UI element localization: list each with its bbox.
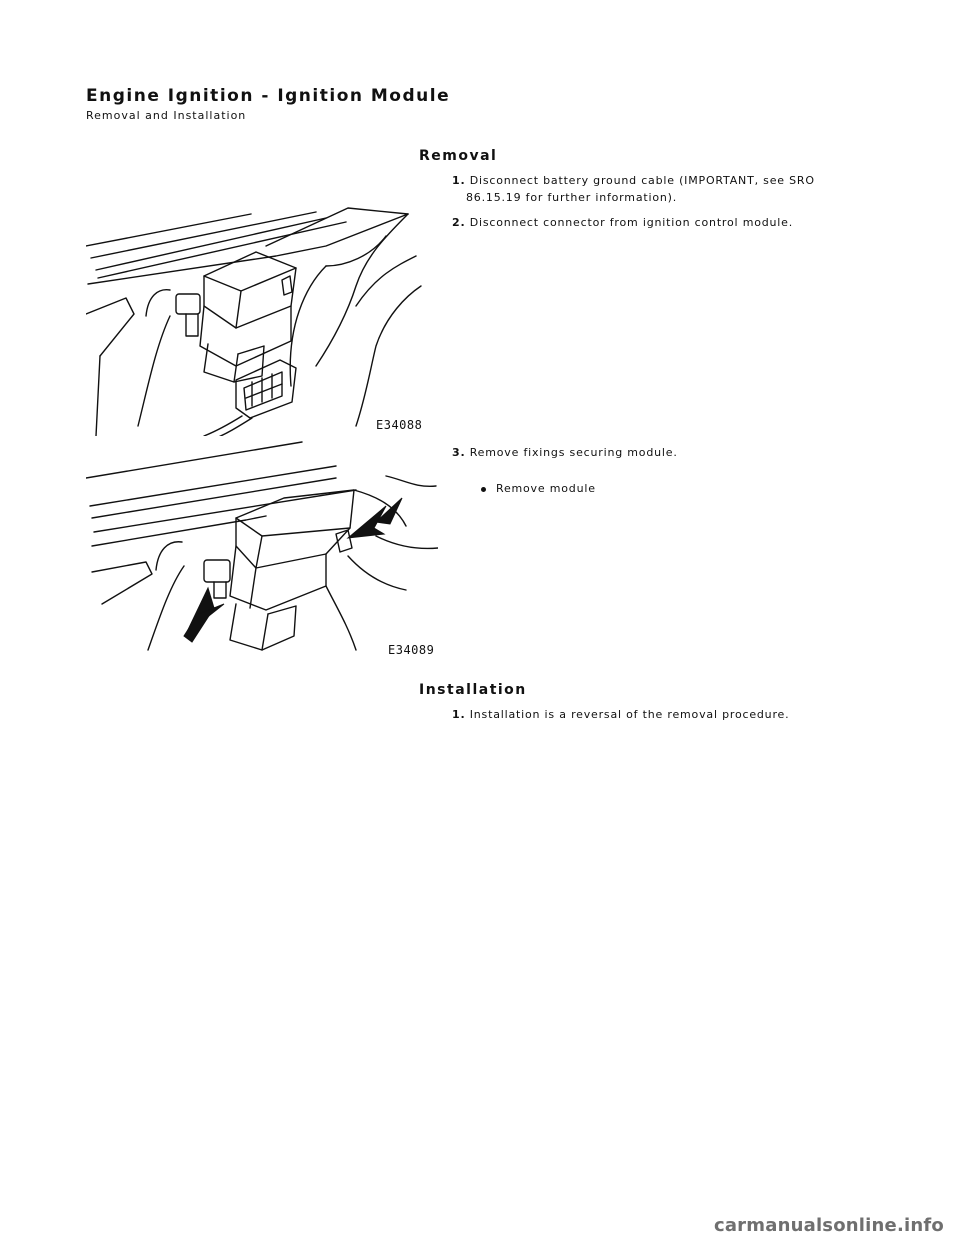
- page-subtitle: Removal and Installation: [86, 109, 247, 122]
- step-text: Disconnect connector from ignition control module.: [469, 216, 794, 229]
- step-number: 3.: [452, 446, 466, 459]
- figure-label: E34088: [376, 418, 423, 432]
- module-fixings-illustration: [86, 436, 438, 660]
- step-text-continued: 86.15.19 for further information).: [466, 191, 678, 204]
- removal-step-1: [452, 172, 852, 206]
- installation-step-1: [452, 706, 852, 723]
- removal-step-2: [452, 214, 852, 231]
- figure-label: E34089: [388, 643, 435, 657]
- step-number: 1.: [452, 174, 466, 187]
- step-text: Disconnect battery ground cable (IMPORTANT, see SRO: [469, 174, 815, 187]
- step-number: 2.: [452, 216, 466, 229]
- figure-connector-removal: [86, 196, 426, 436]
- removal-heading: Removal: [419, 148, 498, 164]
- removal-step-3: [452, 444, 852, 461]
- installation-heading: Installation: [419, 682, 527, 698]
- page-title: Engine Ignition - Ignition Module: [86, 86, 451, 106]
- bullet-text: Remove module: [496, 482, 596, 495]
- watermark: carmanualsonline.info: [713, 1215, 944, 1236]
- step-text: Installation is a reversal of the removal procedure.: [469, 708, 790, 721]
- step-text: Remove fixings securing module.: [469, 446, 678, 459]
- bullet-icon: [481, 487, 486, 492]
- arrow-indicators: [184, 498, 402, 642]
- connector-module-illustration: [86, 196, 426, 436]
- removal-bullet-1: [481, 482, 596, 495]
- figure-module-fixings: [86, 436, 438, 660]
- step-number: 1.: [452, 708, 466, 721]
